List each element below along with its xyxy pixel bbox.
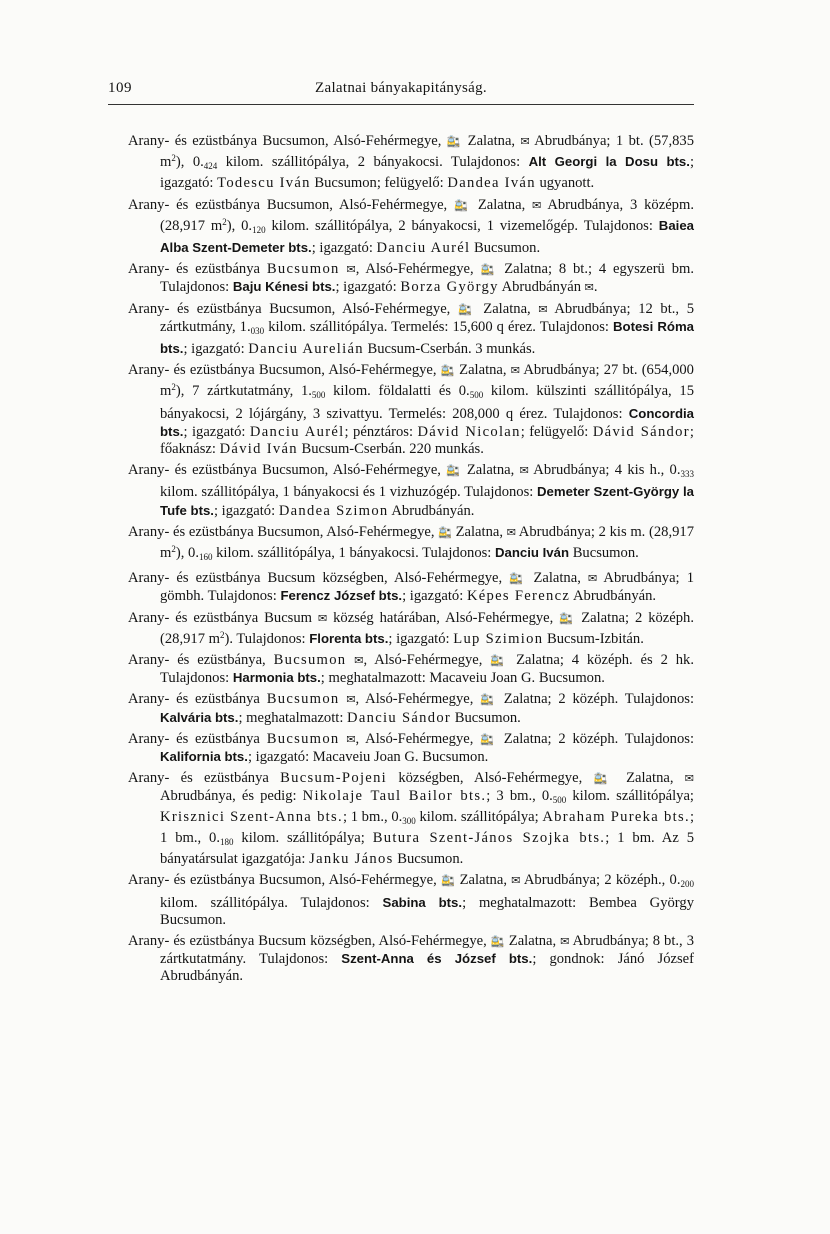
mine-entry: Arany- és ezüstbánya Bucsum községben, Alsó-Fehérmegye, 🚉 Zalatna, ✉ Abrudbánya; 8 bt., 3 zártkutatmány. Tulajdonos: Szent-Anna és József bts.; gondnok: Jánó József Abrudbányán. [128, 932, 694, 985]
person-name: Képes Ferencz [466, 588, 571, 605]
person-name: Danciu Aurél [249, 423, 345, 440]
person-name: Janku János [309, 851, 394, 868]
person-name: Jánó József [617, 951, 694, 968]
person-name: Borza György [400, 279, 499, 296]
mine-entry: Arany- és ezüstbánya Bucsum-Pojeni községben, Alsó-Fehérmegye, 🚉 Zalatna, ✉ Abrudbánya, és pedig: Nikolaje Taul Bailor bts.; 3 bm., $0._{500}$ kilom. szállitópálya; Krisznici Szent-Anna bts.; 1 bm., $0._{300}$ kilom. szállitópálya; Abraham Pureka bts.; 1 bm., $0._{180}$ kilom. szállitópálya; Butura Szent-János Szojka bts.; 1 bm. Az 5 bányatársulat igazgatója: Janku János Bucsumon. [128, 770, 695, 868]
owner-name: Ferencz József bts. [280, 588, 403, 604]
post-office-icon: ✉ [511, 874, 521, 888]
mine-entry: Arany- és ezüstbánya Bucsumon, Alsó-Fehérmegye, 🚉 Zalatna, ✉ Abrudbánya; 1 bt. (57,835 $m^2$), $0._{424}$ kilom. szállitópálya, 2 bányakocsi. Tulajdonos: Alt Georgi la Dosu bts.; igazgató: Todescu Iván Bucsumon; felügyelő: Dandea Iván ugyanott. [128, 133, 694, 192]
owner-name: Baju Kénesi bts. [232, 279, 336, 295]
owner-name: Botesi Róma bts. [160, 318, 695, 357]
post-office-icon: ✉ [346, 263, 356, 277]
person-name: Danciu Aurelián [248, 341, 364, 358]
page-header [108, 74, 694, 112]
person-name: Todescu Iván [217, 175, 311, 192]
header-rule [108, 104, 694, 105]
company-name: Abraham Pureka bts. [542, 808, 690, 825]
place-name: Bucsumon [273, 652, 347, 669]
person-name: Danciu Sándor [347, 709, 452, 726]
owner-name: Florenta bts. [309, 630, 389, 646]
page-number: 109 [108, 80, 132, 96]
person-name: Dandea Iván [447, 175, 536, 192]
railway-station-icon: 🚉 [454, 198, 471, 212]
mine-entry: Arany- és ezüstbánya Bucsumon, Alsó-Fehérmegye, 🚉 Zalatna, ✉ Abrudbánya, 3 középm. (28,917 $m^2$), $0._{120}$ kilom. szállitópálya, 2 bányakocsi, 1 vizemelőgép. Tulajdonos: Baiea Alba Szent-Demeter bts.; igazgató: Danciu Aurél Bucsumon. [128, 196, 694, 257]
railway-station-icon: 🚉 [446, 135, 463, 148]
place-name: Bucsum-Pojeni [280, 770, 388, 787]
mine-entry: Arany- és ezüstbánya Bucsumon, Alsó-Fehérmegye, 🚉 Zalatna, ✉ Abrudbánya; 2 középh., $0._{200}$ kilom. szállitópálya. Tulajdonos: Sabina bts.; meghatalmazott: Bembea György Bucsumon. [128, 872, 694, 928]
place-name: Bucsumon [266, 691, 340, 708]
railway-station-icon: 🚉 [593, 772, 615, 786]
person-name: Macaveiu Joan G. [429, 670, 536, 687]
person-name: Dávid Nicolan [417, 423, 521, 440]
railway-station-icon: 🚉 [446, 464, 462, 478]
post-office-icon: ✉ [346, 693, 356, 707]
railway-station-icon: 🚉 [441, 874, 456, 888]
post-office-icon: ✉ [587, 572, 598, 586]
mine-entry: Arany- és ezüstbánya Bucsumon, Alsó-Fehérmegye, 🚉 Zalatna, ✉ Abrudbánya; 27 bt. (654,000 $m^2$), 7 zártkutatmány, $1._{500}$ kilom. földalatti és $0._{500}$ kilom. külszinti szállitópálya, 15 bányakocsi, 2 lójárgány, 3 szivattyu. Termelés: 208,000 q érez. Tulajdonos: Concordia bts.; igazgató: Danciu Aurél; pénztáros: Dávid Nicolan; felügyelő: Dávid Sándor; főaknász: Dávid Iván Bucsum-Cserbán. 220 munkás. [128, 362, 694, 458]
post-office-icon: ✉ [560, 934, 570, 948]
place-name: Bucsumon [266, 261, 340, 278]
person-name: Bembea György [589, 894, 694, 911]
railway-station-icon: 🚉 [490, 934, 505, 948]
post-office-icon: ✉ [538, 302, 548, 316]
person-name: Lup Szimion [453, 630, 544, 647]
owner-name: Baiea Alba Szent-Demeter bts. [160, 217, 694, 256]
post-office-icon: ✉ [532, 198, 542, 212]
owner-name: Alt Georgi la Dosu bts. [528, 154, 690, 170]
company-name: Butura Szent-János Szojka bts. [372, 829, 606, 846]
mine-entry: Arany- és ezüstbánya Bucsumon, Alsó-Fehérmegye, 🚉 Zalatna, ✉ Abrudbánya; 2 kis m. (28,917 $m^2$), $0._{160}$ kilom. szállitópálya, 1 bányakocsi. Tulajdonos: Danciu Iván Bucsumon. [128, 523, 694, 563]
owner-name: Danciu Iván [495, 545, 570, 561]
owner-name: Concordia bts. [160, 405, 694, 439]
railway-station-icon: 🚉 [480, 732, 498, 746]
mine-entry: Arany- és ezüstbánya Bucsumon, Alsó-Fehérmegye, 🚉 Zalatna, ✉ Abrudbánya; 12 bt., 5 zártkutmány, $1._{030}$ kilom. szállitópálya. Termelés: 15,600 q érez. Tulajdonos: Botesi Róma bts.; igazgató: Danciu Aurelián Bucsum-Cserbán. 3 munkás. [128, 300, 695, 358]
post-office-icon: ✉ [510, 364, 520, 378]
post-office-icon: ✉ [354, 654, 364, 668]
owner-name: Demeter Szent-György la Tufe bts. [160, 484, 694, 518]
railway-station-icon: 🚉 [480, 693, 498, 707]
railway-station-icon: 🚉 [457, 302, 476, 316]
mine-entry-list [128, 133, 694, 990]
person-name: Macaveiu Joan G. [312, 749, 419, 766]
company-name: Nikolaje Taul Bailor bts. [302, 787, 487, 804]
person-name: Danciu Aurél [376, 240, 471, 257]
owner-name: Kalifornia bts. [160, 749, 248, 765]
mine-entry: Arany- és ezüstbánya Bucsum községben, Alsó-Fehérmegye, 🚉 Zalatna, ✉ Abrudbánya; 1 gömbh. Tulajdonos: Ferencz József bts.; igazgató: Képes Ferencz Abrudbányán. [128, 570, 694, 605]
railway-station-icon: 🚉 [438, 525, 452, 539]
mine-entry: Arany- és ezüstbánya Bucsumon, Alsó-Fehérmegye, 🚉 Zalatna, ✉ Abrudbánya; 4 kis h., $0._{333}$ kilom. szállitópálya, 1 bányakocsi és 1 vizhuzógép. Tulajdonos: Demeter Szent-György la Tufe bts.; igazgató: Dandea Szimon Abrudbányán. [128, 462, 694, 519]
post-office-icon: ✉ [506, 525, 516, 539]
mine-entry: Arany- és ezüstbánya Bucsumon ✉, Alsó-Fehérmegye, 🚉 Zalatna; 2 középh. Tulajdonos: Kalvária bts.; meghatalmazott: Danciu Sándor Bucsumon. [128, 691, 694, 726]
post-office-icon: ✉ [317, 611, 328, 625]
running-head: Zalatnai bányakapitányság. [315, 80, 487, 96]
railway-station-icon: 🚉 [509, 572, 527, 586]
railway-station-icon: 🚉 [490, 654, 509, 668]
company-name: Krisznici Szent-Anna bts. [160, 808, 343, 825]
mine-entry: Arany- és ezüstbánya Bucsumon ✉, Alsó-Fehérmegye, 🚉 Zalatna; 2 középh. Tulajdonos: Kalifornia bts.; igazgató: Macaveiu Joan G. Bucsumon. [128, 730, 694, 766]
owner-name: Sabina bts. [382, 894, 463, 910]
owner-name: Harmonia bts. [232, 670, 321, 686]
mine-entry: Arany- és ezüstbánya, Bucsumon ✉, Alsó-Fehérmegye, 🚉 Zalatna; 4 középh. és 2 hk. Tulajdonos: Harmonia bts.; meghatalmazott: Macaveiu Joan G. Bucsumon. [128, 652, 694, 687]
owner-name: Szent-Anna és József bts. [341, 951, 533, 967]
railway-station-icon: 🚉 [440, 364, 455, 378]
railway-station-icon: 🚉 [480, 263, 498, 277]
person-name: Dávid Iván [219, 441, 298, 458]
person-name: Dandea Szimon [278, 502, 389, 519]
post-office-icon: ✉ [520, 135, 530, 148]
post-office-icon: ✉ [519, 464, 529, 478]
post-office-icon: ✉ [684, 772, 695, 786]
post-office-icon: ✉ [346, 732, 356, 746]
owner-name: Kalvária bts. [160, 709, 239, 725]
person-name: Dávid Sándor [592, 423, 690, 440]
railway-station-icon: 🚉 [559, 611, 576, 625]
place-name: Bucsumon [266, 730, 340, 747]
mine-entry: Arany- és ezüstbánya Bucsumon ✉, Alsó-Fehérmegye, 🚉 Zalatna; 8 bt.; 4 egyszerü bm. Tulajdonos: Baju Kénesi bts.; igazgató: Borza György Abrudbányán ✉. [128, 261, 694, 296]
post-office-icon: ✉ [584, 281, 594, 295]
mine-entry: Arany- és ezüstbánya Bucsum ✉ község határában, Alsó-Fehérmegye, 🚉 Zalatna; 2 középh. (28,917 $m^2$). Tulajdonos: Florenta bts.; igazgató: Lup Szimion Bucsum-Izbitán. [128, 609, 695, 647]
